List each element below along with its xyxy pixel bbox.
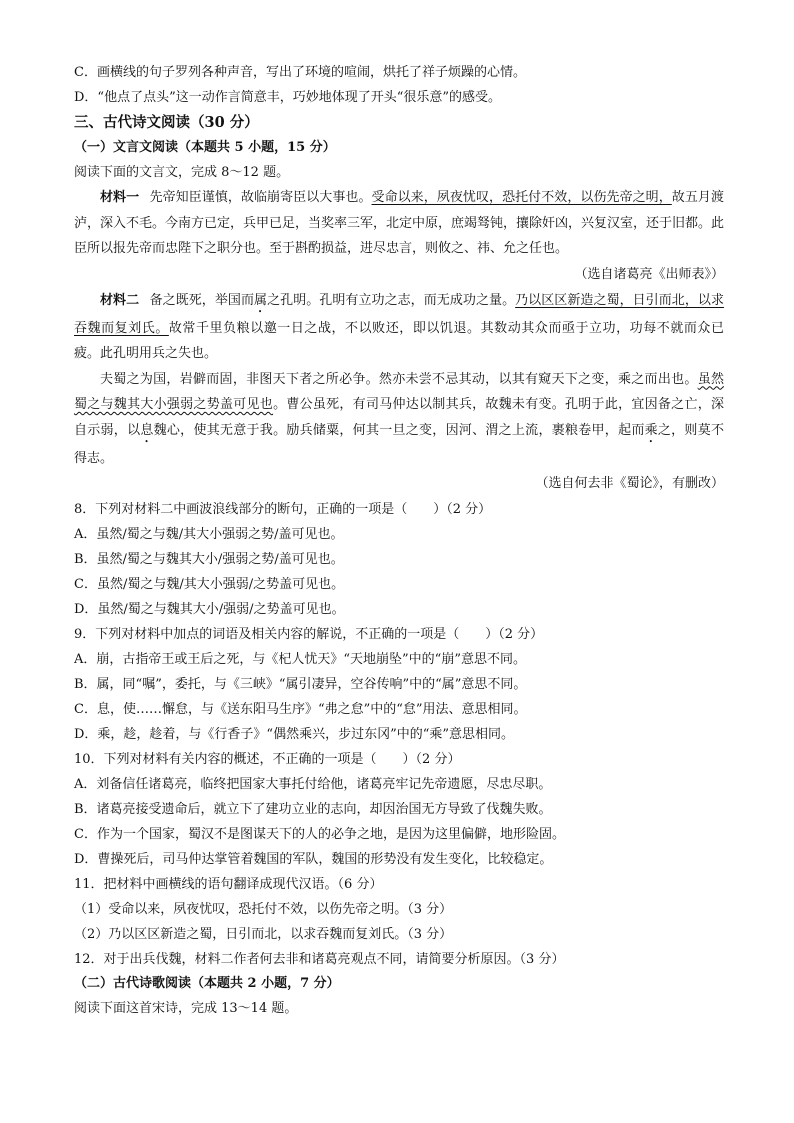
material2-text-b: 之孔明。孔明有立功之志，而无成功之量。: [267, 292, 516, 308]
material2-wavy-sentence: 虽然蜀之与魏其大小强弱之势盖可见也: [74, 371, 724, 412]
material1-label: 材料一: [100, 190, 140, 205]
material2-source: （选自何去非《蜀论》，有删改）: [535, 476, 724, 491]
material2-text-e: 。曹公虽死，有司马仲达以制其兵，故魏未有变。孔明于此，宜因备之亡，深自示弱，以: [74, 397, 724, 438]
question-11-sentence-1: （1）受命以来，夙夜忧叹，恐托付不效，以伤先帝之明。（3 分）: [74, 902, 453, 917]
question-10-option-d: D．曹操死后，司马仲达掌管着魏国的军队，魏国的形势没有发生变化，比较稳定。: [74, 852, 553, 867]
material1-text-a: 先帝知臣谨慎，故临崩寄臣以大事也。: [149, 190, 372, 205]
question-8-option-d: D．虽然/蜀之与魏其大小/强弱/之势盖可见也。: [74, 602, 345, 617]
question-12-stem: 12．对于出兵伐魏，材料二作者何去非和诸葛亮观点不同，请简要分析原因。（3 分）: [74, 952, 565, 967]
dotted-word-xi: 息: [140, 422, 154, 438]
material2-text-g: 之，则莫不得志。: [74, 422, 724, 466]
question-10-stem: 10．下列对材料有关内容的概述，不正确的一项是（ ）（2 分）: [74, 752, 461, 767]
part2-title: （二）古代诗歌阅读（本题共 2 小题，7 分）: [74, 976, 340, 991]
prev-option-d: D．“他点了点头”这一动作言简意丰，巧妙地体现了开头“很乐意”的感受。: [74, 90, 502, 105]
question-9-option-b: B．属，同“嘱”，委托，与《三峡》“属引凄异，空谷传响”中的“属”意思不同。: [74, 677, 527, 692]
material1-source: （选自诸葛亮《出师表》）: [574, 266, 724, 282]
question-10-option-a: A．刘备信任诸葛亮，临终把国家大事托付给他，诸葛亮牢记先帝遗愿，尽忠尽职。: [74, 777, 552, 792]
question-10-option-b: B．诸葛亮接受遗命后，就立下了建功立业的志向，却因治国无方导致了伐魏失败。: [74, 802, 552, 817]
question-9-option-a: A．崩，古指帝王或王后之死，与《杞人忧天》“天地崩坠”中的“崩”意思不同。: [74, 652, 526, 667]
material2-paragraph-1: [74, 288, 724, 367]
part1-title: （一）文言文阅读（本题共 5 小题，15 分）: [74, 140, 336, 155]
section-title: 三、古代诗文阅读（30 分）: [74, 114, 259, 131]
question-9-option-d: D．乘，趁，趁着，与《行香子》“偶然乘兴，步过东冈”中的“乘”意思相同。: [74, 727, 515, 742]
material2-text-d: 夫蜀之为国，岩僻而固，非图天下者之所必争。然亦未尝不忌其动，以其有窥天下之变，乘之而出也。: [100, 371, 698, 387]
prev-option-c: C．画横线的句子罗列各种声音，写出了环境的喧闹，烘托了祥子烦躁的心情。: [74, 65, 526, 80]
question-9-stem: 9．下列对材料中加点的词语及相关内容的解说，不正确的一项是（ ）（2 分）: [74, 627, 544, 642]
material2-text-c: 故常千里负粮以邀一日之战，不以败还，即以饥退。其数动其众而亟于立功，功每不就而众已疲。此孔明用兵之失也。: [74, 320, 724, 361]
question-8-option-a: A．虽然/蜀之与魏/其大小强弱之势/盖可见也。: [74, 527, 344, 542]
question-8-stem: 8．下列对材料二中画波浪线部分的断句，正确的一项是（ ）（2 分）: [74, 502, 492, 517]
material1-underlined-sentence: 受命以来，夙夜忧叹，恐托付不效，以伤先帝之明，: [371, 190, 672, 205]
material2-label: 材料二: [100, 292, 140, 308]
question-10-option-c: C．作为一个国家，蜀汉不是图谋天下的人的必争之地，是因为这里偏僻，地形险固。: [74, 827, 565, 842]
question-11-stem: 11．把材料中画横线的语句翻译成现代汉语。（6 分）: [74, 877, 383, 892]
material2-text-f: 魏心，使其无意于我。励兵储粟，何其一旦之变，因河、渭之上流，裹粮卷甲，起而: [153, 422, 645, 438]
question-9-option-c: C．息，使……懈怠，与《送东阳马生序》“弗之怠”中的“怠”用法、意思相同。: [74, 702, 527, 717]
part1-intro: 阅读下面的文言文，完成 8～12 题。: [74, 165, 290, 180]
material2-text-a: 备之既死，举国而: [149, 292, 255, 308]
question-8-option-c: C．虽然/蜀之与魏/其大小强弱/之势盖可见也。: [74, 577, 345, 592]
material2-underlined-sentence: 乃以区区新造之蜀，日引而北，以求吞魏而复刘氏。: [74, 292, 724, 336]
question-11-sentence-2: （2）乃以区区新造之蜀，日引而北，以求吞魏而复刘氏。（3 分）: [74, 927, 453, 942]
dotted-word-cheng: 乘: [644, 422, 658, 438]
part2-intro: 阅读下面这首宋诗，完成 13～14 题。: [74, 1001, 298, 1016]
material2-paragraph-2: [74, 367, 724, 472]
question-8-option-b: B．虽然/蜀之与魏其大小/强弱之势/盖可见也。: [74, 552, 344, 567]
material1-paragraph: [74, 185, 724, 262]
dotted-word-shu: 属: [254, 292, 268, 308]
material1-text-b: 故五月渡泸，深入不毛。今南方已定，兵甲已足，当奖率三军，北定中原，庶竭驽钝，攘除奸凶，兴复汉室，还于旧都。此臣所以报先帝而忠陛下之职分也。至于斟酌损益，进尽忠言，则攸之、祎、允之任也。: [74, 190, 725, 256]
